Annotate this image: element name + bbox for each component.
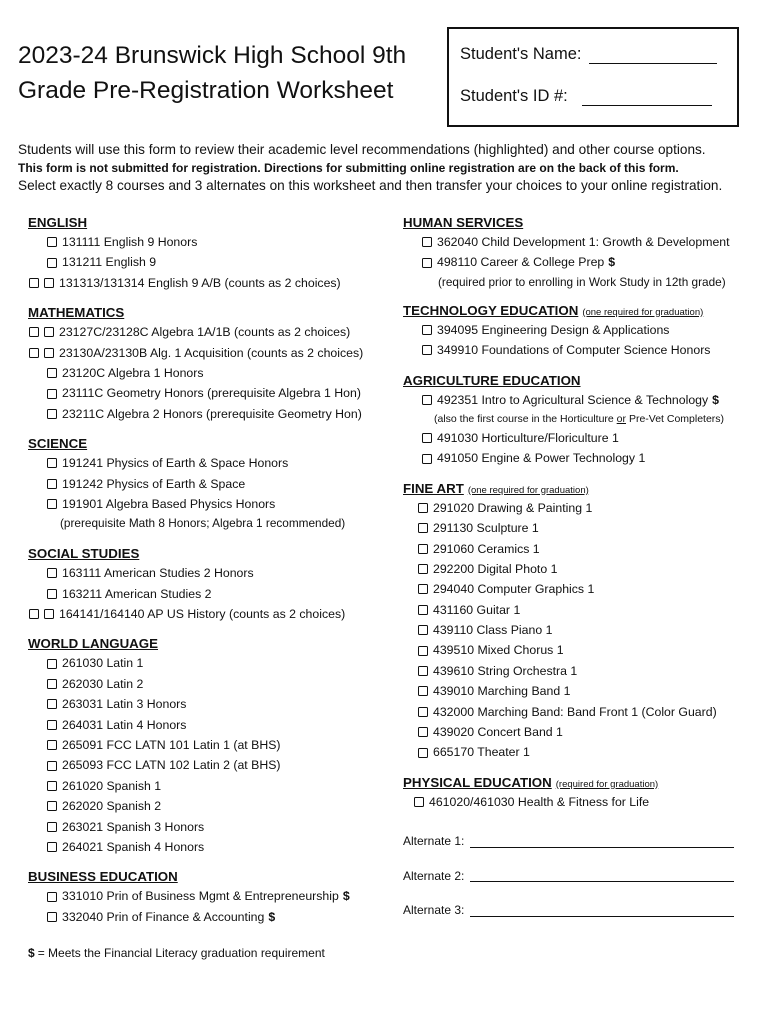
- instructions-line-3: Select exactly 8 courses and 3 alternates on this worksheet and then transfer your choices to your online registration.: [18, 178, 723, 193]
- footnote-text: = Meets the Financial Literacy graduation requirement: [37, 946, 325, 960]
- checkbox[interactable]: [29, 327, 39, 337]
- checkbox[interactable]: [44, 609, 54, 619]
- course-item[interactable]: 439010 Marching Band 1: [403, 681, 763, 701]
- course-item[interactable]: 291060 Ceramics 1: [403, 539, 763, 559]
- course-item[interactable]: 491050 Engine & Power Technology 1: [403, 448, 763, 468]
- checkbox[interactable]: [47, 822, 57, 832]
- course-item[interactable]: 264021 Spanish 4 Honors: [28, 837, 398, 857]
- checkbox[interactable]: [47, 458, 57, 468]
- page-title: 2023-24 Brunswick High School 9th Grade Pre-Registration Worksheet: [18, 42, 407, 104]
- course-item[interactable]: 191242 Physics of Earth & Space: [28, 474, 398, 494]
- physical-education-section: [403, 773, 763, 812]
- course-item[interactable]: 665170 Theater 1: [403, 742, 763, 762]
- checkbox[interactable]: [418, 686, 428, 696]
- course-item[interactable]: 131211 English 9: [28, 252, 398, 272]
- instructions-line-2: This form is not submitted for registration. Directions for submitting online registration are on the back of this form.: [18, 161, 679, 175]
- section-title: WORLD LANGUAGE: [28, 636, 159, 652]
- section-title: BUSINESS EDUCATION: [28, 869, 178, 885]
- checkbox[interactable]: [414, 797, 424, 807]
- course-item[interactable]: 23111C Geometry Honors (prerequisite Algebra 1 Hon): [28, 383, 398, 403]
- checkbox[interactable]: [418, 584, 428, 594]
- checkbox[interactable]: [47, 892, 57, 902]
- course-item[interactable]: 439110 Class Piano 1: [403, 620, 763, 640]
- section-title: PHYSICAL EDUCATION (required for graduation): [403, 774, 659, 790]
- course-item[interactable]: 163211 American Studies 2: [28, 584, 398, 604]
- course-item[interactable]: 291020 Drawing & Painting 1: [403, 498, 763, 518]
- course-item[interactable]: 461020/461030 Health & Fitness for Life: [403, 792, 763, 812]
- checkbox[interactable]: [44, 348, 54, 358]
- checkbox[interactable]: [47, 699, 57, 709]
- financial-literacy-mark: $: [268, 909, 276, 924]
- checkbox[interactable]: [422, 345, 432, 355]
- financial-literacy-mark: $: [342, 889, 350, 904]
- student-id-label: Student's ID #:: [460, 87, 568, 105]
- alternate-field[interactable]: [470, 835, 734, 848]
- checkbox[interactable]: [47, 781, 57, 791]
- course-item[interactable]: 491030 Horticulture/Floriculture 1: [403, 428, 763, 448]
- course-item[interactable]: 498110 Career & College Prep $: [403, 252, 763, 272]
- course-item[interactable]: 131313/131314 English 9 A/B (counts as 2 choices): [28, 273, 398, 293]
- alternate-field[interactable]: [470, 869, 734, 882]
- course-item[interactable]: 394095 Engineering Design & Applications: [403, 320, 763, 340]
- agriculture-section: [403, 371, 763, 469]
- checkbox[interactable]: [47, 912, 57, 922]
- checkbox[interactable]: [47, 659, 57, 669]
- checkbox[interactable]: [47, 389, 57, 399]
- checkbox[interactable]: [47, 237, 57, 247]
- course-item[interactable]: 23127C/23128C Algebra 1A/1B (counts as 2 choices): [28, 322, 398, 342]
- checkbox[interactable]: [47, 258, 57, 268]
- section-title: HUMAN SERVICES: [403, 215, 524, 230]
- course-item[interactable]: 332040 Prin of Finance & Accounting $: [28, 907, 398, 927]
- section-title: ENGLISH: [28, 215, 88, 230]
- course-item[interactable]: 265091 FCC LATN 101 Latin 1 (at BHS): [28, 735, 398, 755]
- student-id-field[interactable]: [582, 89, 712, 106]
- section-note: (required for graduation): [555, 778, 659, 790]
- checkbox[interactable]: [44, 327, 54, 337]
- science-section: [28, 434, 398, 532]
- course-item[interactable]: 191241 Physics of Earth & Space Honors: [28, 453, 398, 473]
- checkbox[interactable]: [47, 679, 57, 689]
- checkbox[interactable]: [422, 258, 432, 268]
- checkbox[interactable]: [47, 589, 57, 599]
- alternate-row: [403, 859, 763, 894]
- course-item[interactable]: 261030 Latin 1: [28, 653, 398, 673]
- course-item[interactable]: 439510 Mixed Chorus 1: [403, 640, 763, 660]
- checkbox[interactable]: [418, 564, 428, 574]
- course-item[interactable]: 23120C Algebra 1 Honors: [28, 363, 398, 383]
- course-item[interactable]: 131111 English 9 Honors: [28, 232, 398, 252]
- checkbox[interactable]: [47, 761, 57, 771]
- checkbox[interactable]: [418, 625, 428, 635]
- course-item[interactable]: 261020 Spanish 1: [28, 776, 398, 796]
- alternate-label: Alternate 1:: [403, 834, 465, 849]
- student-name-field[interactable]: [589, 47, 717, 64]
- course-item[interactable]: 291130 Sculpture 1: [403, 518, 763, 538]
- section-title: TECHNOLOGY EDUCATION (one required for graduation): [403, 302, 704, 318]
- checkbox[interactable]: [47, 499, 57, 509]
- course-item[interactable]: 264031 Latin 4 Honors: [28, 715, 398, 735]
- course-item[interactable]: 439020 Concert Band 1: [403, 722, 763, 742]
- section-title: FINE ART (one required for graduation): [403, 480, 589, 496]
- checkbox[interactable]: [418, 666, 428, 676]
- course-item[interactable]: 349910 Foundations of Computer Science Honors: [403, 340, 763, 360]
- section-note: (one required for graduation): [467, 484, 589, 496]
- course-item[interactable]: 163111 American Studies 2 Honors: [28, 563, 398, 583]
- checkbox[interactable]: [44, 278, 54, 288]
- alternate-row: [403, 824, 763, 859]
- checkbox[interactable]: [47, 568, 57, 578]
- checkbox[interactable]: [47, 842, 57, 852]
- checkbox[interactable]: [418, 748, 428, 758]
- course-item[interactable]: 432000 Marching Band: Band Front 1 (Color Guard): [403, 702, 763, 722]
- footnote: [28, 946, 325, 960]
- checkbox[interactable]: [422, 237, 432, 247]
- checkbox[interactable]: [418, 544, 428, 554]
- checkbox[interactable]: [418, 727, 428, 737]
- course-item[interactable]: 262020 Spanish 2: [28, 796, 398, 816]
- course-item[interactable]: 265093 FCC LATN 102 Latin 2 (at BHS): [28, 755, 398, 775]
- alternate-label: Alternate 3:: [403, 903, 465, 918]
- checkbox[interactable]: [418, 707, 428, 717]
- checkbox[interactable]: [29, 609, 39, 619]
- instructions: [18, 141, 758, 195]
- checkbox[interactable]: [47, 409, 57, 419]
- course-note: (required prior to enrolling in Work Study in 12th grade): [438, 274, 726, 289]
- course-item[interactable]: 292200 Digital Photo 1: [403, 559, 763, 579]
- technology-section: [403, 301, 763, 361]
- checkbox[interactable]: [422, 433, 432, 443]
- math-section: [28, 303, 398, 424]
- course-item[interactable]: 191901 Algebra Based Physics Honors: [28, 494, 398, 514]
- course-item[interactable]: 263031 Latin 3 Honors: [28, 694, 398, 714]
- world-language-section: [28, 634, 398, 857]
- checkbox[interactable]: [47, 740, 57, 750]
- checkbox[interactable]: [418, 605, 428, 615]
- course-item[interactable]: 439610 String Orchestra 1: [403, 661, 763, 681]
- course-item[interactable]: 23211C Algebra 2 Honors (prerequisite Geometry Hon): [28, 404, 398, 424]
- course-item[interactable]: 263021 Spanish 3 Honors: [28, 817, 398, 837]
- student-id-row: [460, 87, 712, 106]
- financial-literacy-mark: $: [28, 946, 35, 960]
- checkbox[interactable]: [47, 368, 57, 378]
- checkbox[interactable]: [47, 479, 57, 489]
- checkbox[interactable]: [418, 523, 428, 533]
- course-note: (prerequisite Math 8 Honors; Algebra 1 recommended): [60, 516, 346, 531]
- alternate-row: [403, 893, 763, 928]
- fine-art-section: [403, 479, 763, 763]
- section-title: SCIENCE: [28, 436, 88, 452]
- checkbox[interactable]: [422, 395, 432, 405]
- instructions-line-1: Students will use this form to review their academic level recommendations (highlighted) and other course options.: [18, 142, 706, 157]
- course-item[interactable]: 164141/164140 AP US History (counts as 2 choices): [28, 604, 398, 624]
- right-column: [403, 213, 763, 928]
- student-name-label: Student's Name:: [460, 45, 582, 63]
- checkbox[interactable]: [422, 454, 432, 464]
- student-name-row: [460, 45, 717, 64]
- checkbox[interactable]: [422, 325, 432, 335]
- financial-literacy-mark: $: [712, 392, 720, 407]
- course-item[interactable]: 262030 Latin 2: [28, 674, 398, 694]
- checkbox[interactable]: [47, 801, 57, 811]
- section-title: MATHEMATICS: [28, 305, 125, 321]
- left-column: [28, 213, 398, 935]
- business-section: [28, 867, 398, 927]
- section-note: (one required for graduation): [582, 306, 704, 318]
- section-title: AGRICULTURE EDUCATION: [403, 372, 581, 388]
- checkbox[interactable]: [29, 278, 39, 288]
- social-studies-section: [28, 544, 398, 624]
- checkbox[interactable]: [29, 348, 39, 358]
- course-note: (also the first course in the Horticulture or Pre-Vet Completers): [434, 412, 725, 425]
- english-section: [28, 213, 398, 293]
- financial-literacy-mark: $: [608, 255, 616, 270]
- course-item[interactable]: 431160 Guitar 1: [403, 600, 763, 620]
- checkbox[interactable]: [418, 646, 428, 656]
- alternate-field[interactable]: [470, 904, 734, 917]
- course-item[interactable]: 331010 Prin of Business Mgmt & Entrepreneurship $: [28, 886, 398, 906]
- student-info-box: [447, 27, 739, 127]
- alternates: [403, 824, 763, 928]
- course-item[interactable]: 492351 Intro to Agricultural Science & Technology $: [403, 390, 763, 410]
- checkbox[interactable]: [418, 503, 428, 513]
- course-item[interactable]: 294040 Computer Graphics 1: [403, 579, 763, 599]
- human-services-section: [403, 213, 763, 291]
- checkbox[interactable]: [47, 720, 57, 730]
- course-item[interactable]: 362040 Child Development 1: Growth & Development: [403, 232, 763, 252]
- section-title: SOCIAL STUDIES: [28, 546, 140, 562]
- course-item[interactable]: 23130A/23130B Alg. 1 Acquisition (counts as 2 choices): [28, 343, 398, 363]
- alternate-label: Alternate 2:: [403, 868, 465, 883]
